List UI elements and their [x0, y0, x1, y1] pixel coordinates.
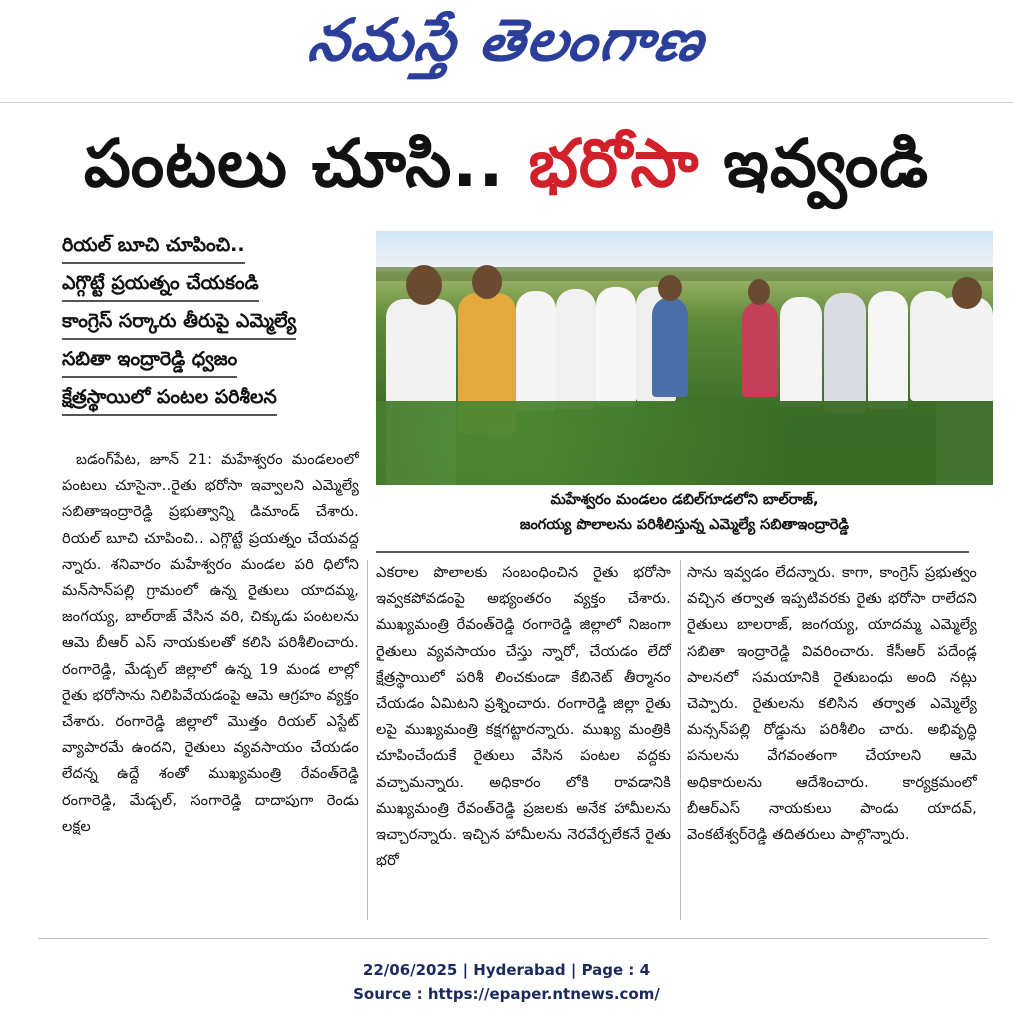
photo-person [742, 301, 778, 397]
photo-treeline [376, 267, 993, 281]
article-column-1 [62, 447, 359, 840]
masthead-divider [0, 102, 1013, 103]
photo-caption-line2: జంగయ్య పొలాలను పరిశీలిస్తున్న ఎమ్మెల్యే సబితాఇంద్రారెడ్డి [519, 517, 850, 533]
footer-dateline: 22/06/2025 | Hyderabad | Page : 4 [362, 961, 651, 979]
headline [0, 114, 1013, 214]
photo-person [780, 297, 822, 407]
photo-caption [376, 488, 993, 538]
news-photo [376, 231, 993, 485]
article-col2-text: ఎకరాల పొలాలకు సంబంధించిన రైతు భరోసా ఇవ్వకపోవడంపై అభ్యంతరం వ్యక్తం చేశారు. ముఖ్యమంత్రి రేవంత్‌రెడ్డి రంగారెడ్డి జిల్లాలో నిజంగా రైతులు వ్యవసాయం చేస్తు న్నారో, చేయడం లేదో క్షేత్రస్థాయిలో పరిశీ లించకుండా కేబినెట్ తీర్మానం చేయడం ఏమిటని ప్రశ్నించారు. రంగారెడ్డి జిల్లా రైతు లపై ముఖ్యమంత్రి కక్షగట్టారన్నారు. ముఖ్య మంత్రికి చూపించేందుకే రైతులు వేసిన పంటల వద్దకు వచ్చామన్నారు. అధికారం లోకి రావడానికి ముఖ్యమంత్రి రేవంత్‌రెడ్డి ప్రజలకు అనేక హామీలను ఇచ్చారన్నారు. ఇచ్చిన హామీలను నెరవేర్చలేకనే రైతు భరో [376, 564, 671, 870]
photo-person [652, 297, 688, 397]
photo-person-head [748, 279, 770, 305]
subheads [62, 228, 362, 418]
column-divider [367, 560, 368, 920]
photo-sky [376, 231, 993, 271]
subhead: రియల్ బూచి చూపించి.. [62, 228, 362, 266]
headline-accent: భరోసా [528, 125, 700, 202]
photo-person [868, 291, 908, 409]
column-divider [680, 560, 681, 920]
photo-person-head [406, 265, 442, 305]
subhead: ఎగ్గొట్టే ప్రయత్నం చేయకండి [62, 266, 362, 304]
photo-person [824, 293, 866, 413]
subhead: కాంగ్రెస్ సర్కారు తీరుపై ఎమ్మెల్యే [62, 304, 362, 342]
subhead: సబితా ఇంద్రారెడ్డి ధ్వజం [62, 342, 362, 380]
photo-crop-foreground [376, 401, 993, 485]
photo-caption-line1: మహేశ్వరం మండలం డబిల్‌గూడలోని బాల్‌రాజ్, [550, 492, 819, 508]
footer-divider [38, 938, 988, 939]
caption-divider [376, 551, 969, 553]
article-column-2 [376, 560, 671, 874]
subhead: క్షేత్రస్థాయిలో పంటల పరిశీలన [62, 380, 362, 418]
masthead [0, 0, 1013, 78]
headline-part1: పంటలు చూసి.. [83, 125, 529, 202]
article-col1-text: బడంగ్‌పేట, జూన్ 21: మహేశ్వరం మండలంలో పంటలు చూసైనా..రైతు భరోసా ఇవ్వాలని ఎమ్మెల్యే సబితాఇంద్రారెడ్డి ప్రభుత్వాన్ని డిమాండ్ చేశారు. రియల్ బూచి చూపించి.. ఎగ్గొట్టే ప్రయత్నం చేయవద్ద న్నారు. శనివారం మహేశ్వరం మండల పరి ధిలోని మన్‌సాన్‌పల్లి గ్రామంలో ఉన్న రైతులు యాదమ్మ, జంగయ్య, బాల్‌రాజ్ వేసిన వరి, చిక్కుడు పంటలను ఆమె బీఆర్ ఎస్ నాయకులతో కలిసి పరిశీలించారు. రంగారెడ్డి, మేడ్చల్ జిల్లాలో ఉన్న 19 మండ లాల్లో రైతు భరోసాను నిలిపివేయడంపై ఆమె ఆగ్రహం వ్యక్తం చేశారు. రంగారెడ్డి జిల్లాలో మొత్తం రియల్ ఎస్టేట్ వ్యాపారమే ఉందని, రైతులు వ్యవసాయం చేయడం లేదన్న ఉద్దే శంతో ముఖ్యమంత్రి రేవంత్‌రెడ్డి రంగారెడ్డి, మేడ్చల్, సంగారెడ్డి దాదాపుగా రెండు లక్షల [62, 451, 359, 835]
photo-person-head [658, 275, 682, 301]
photo-person-head [472, 265, 502, 299]
photo-person [556, 289, 596, 409]
photo-person-head [952, 277, 982, 309]
footer-source[interactable]: Source : https://epaper.ntnews.com/ [353, 985, 660, 1003]
photo-person [596, 287, 636, 407]
headline-part2: ఇవ్వండి [699, 125, 930, 202]
article-col3-text: సాను ఇవ్వడం లేదన్నారు. కాగా, కాంగ్రెస్ ప్రభుత్వం వచ్చిన తర్వాత ఇప్పటివరకు రైతు భరోసా రాలేదని రైతులు బాలరాజ్, జంగయ్య, యాదమ్మ ఎమ్మెల్యే సబితా ఇంద్రారెడ్డి వివరించారు. కేసీఆర్ పదేండ్ల పాలనలో సమయానికి రైతుబంధు అంది నట్లు చెప్పారు. రైతులను కలిసిన తర్వాత ఎమ్మెల్యే మన్సన్‌పల్లి రోడ్డును పరిశీలిం చారు. అభివృద్ధి పనులను వేగవంతంగా చేయాలని ఆమె అధికారులను ఆదేశించారు. కార్యక్రమంలో బీఆర్‌ఎస్ నాయకులు పాండు యాదవ్, వెంకటేశ్వర్‌రెడ్డి తదితరులు పాల్గొన్నారు. [687, 564, 977, 844]
masthead-logo: నమస్తే తెలంగాణ [303, 6, 710, 74]
article-column-3 [687, 560, 977, 848]
photo-person [516, 291, 556, 411]
footer [0, 958, 1013, 1006]
